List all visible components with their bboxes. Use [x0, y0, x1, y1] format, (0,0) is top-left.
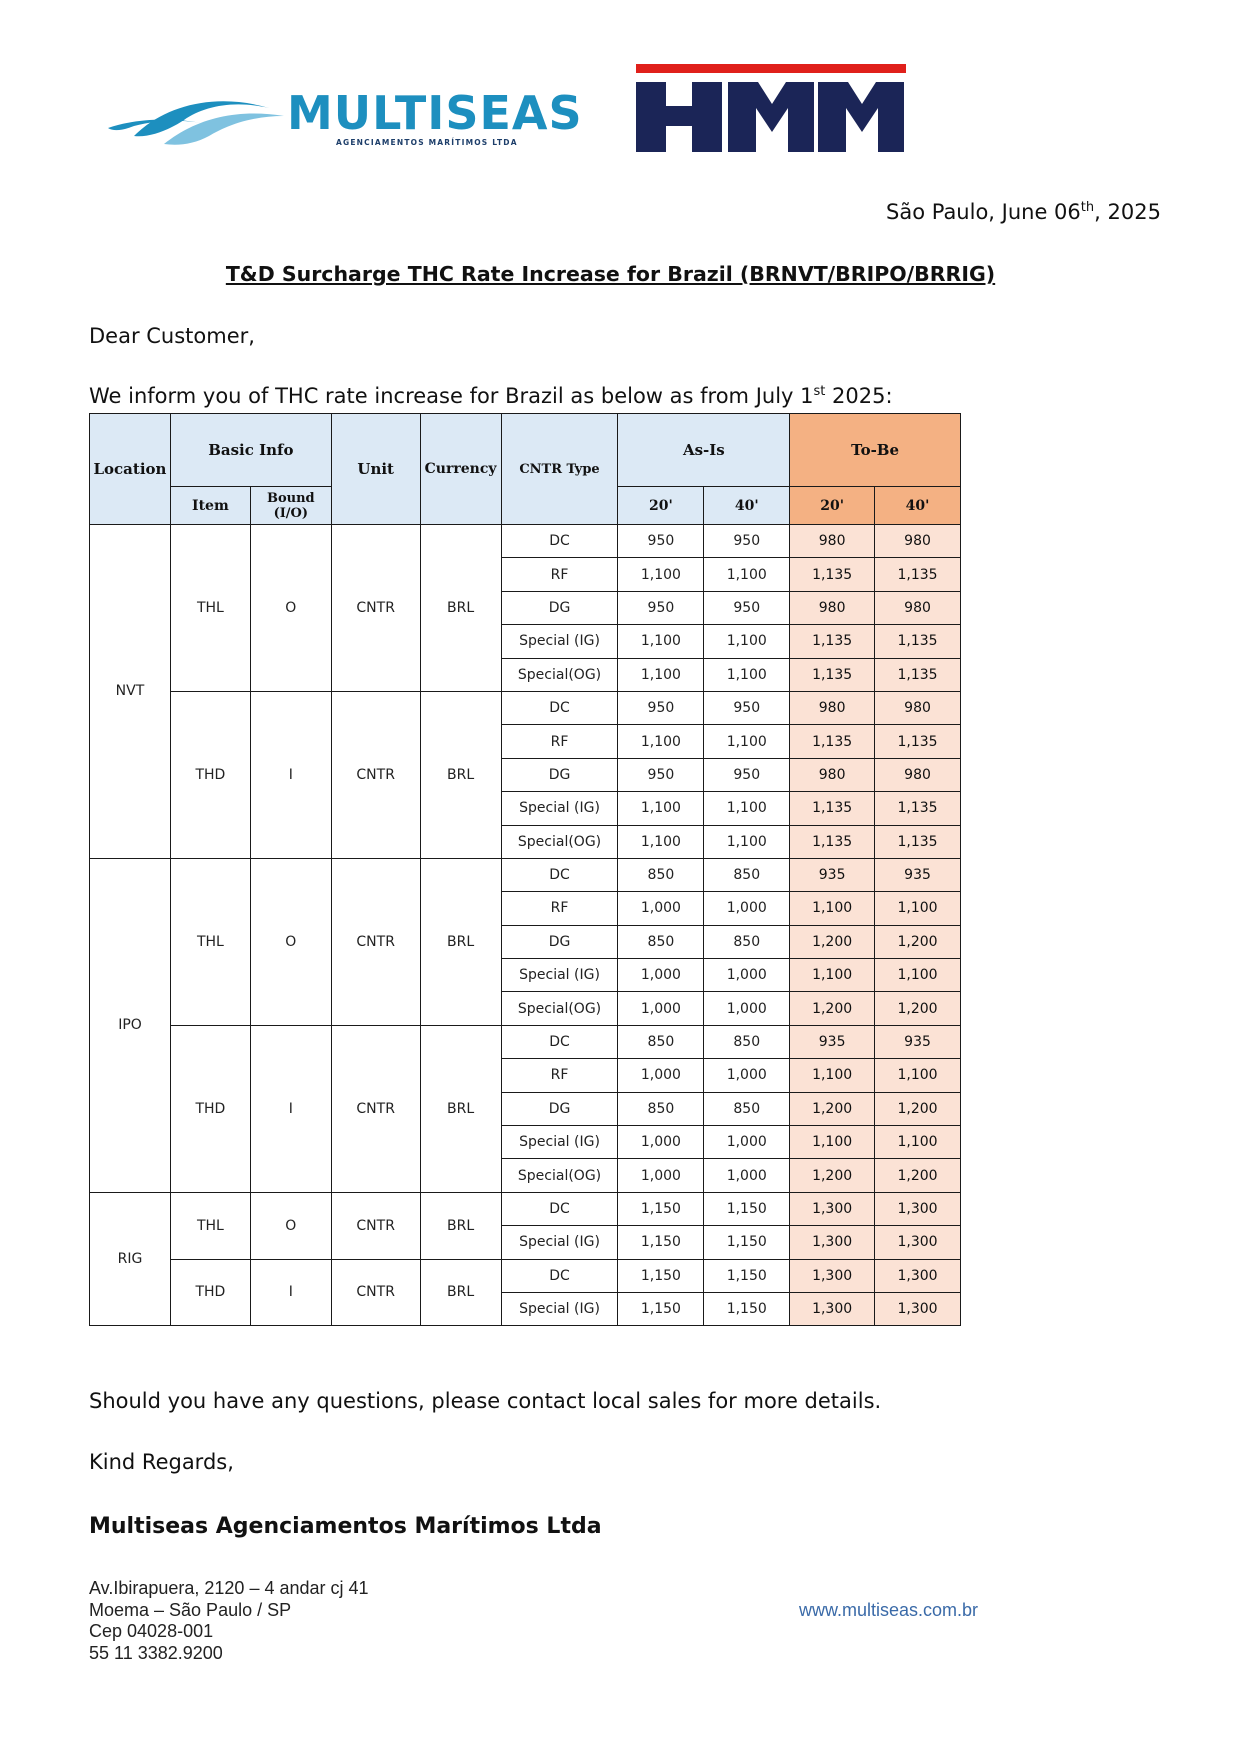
tobe-20-cell: 1,100 — [790, 892, 875, 925]
tobe-40-cell: 1,200 — [875, 1159, 961, 1192]
tobe-20-cell: 1,300 — [790, 1226, 875, 1259]
tobe-20-cell: 1,200 — [790, 1092, 875, 1125]
tobe-20-cell: 1,100 — [790, 1126, 875, 1159]
table-row — [90, 525, 961, 558]
bound-cell: I — [250, 691, 331, 858]
cntr-type-cell: DC — [501, 525, 618, 558]
asis-40-cell: 850 — [704, 1092, 790, 1125]
tobe-40-cell: 1,135 — [875, 825, 961, 858]
asis-20-cell: 1,150 — [618, 1192, 704, 1225]
asis-40-cell: 1,150 — [704, 1192, 790, 1225]
bound-cell: O — [250, 525, 331, 692]
intro-text: We inform you of THC rate increase for Brazil as below as from July 1st 2025: — [89, 384, 893, 408]
tobe-20-cell: 1,100 — [790, 1059, 875, 1092]
asis-20-cell: 850 — [618, 1092, 704, 1125]
item-cell: THL — [170, 858, 250, 1025]
unit-cell: CNTR — [331, 1192, 420, 1259]
bound-cell: I — [250, 1025, 331, 1192]
tobe-40-cell: 980 — [875, 758, 961, 791]
table-row — [90, 691, 961, 724]
currency-cell: BRL — [420, 1192, 501, 1259]
tobe-20-cell: 1,200 — [790, 925, 875, 958]
cntr-type-cell: Special(OG) — [501, 825, 618, 858]
tobe-40-cell: 1,300 — [875, 1292, 961, 1325]
asis-40-cell: 1,100 — [704, 558, 790, 591]
item-cell: THD — [170, 1025, 250, 1192]
cntr-type-cell: Special(OG) — [501, 1159, 618, 1192]
tobe-20-cell: 1,135 — [790, 658, 875, 691]
tobe-20-cell: 1,135 — [790, 725, 875, 758]
cntr-type-cell: DC — [501, 1259, 618, 1292]
address-line: Moema – São Paulo / SP — [89, 1599, 292, 1620]
asis-40-cell: 1,000 — [704, 1059, 790, 1092]
cntr-type-cell: DG — [501, 591, 618, 624]
cntr-type-cell: Special (IG) — [501, 1126, 618, 1159]
tobe-20-cell: 1,135 — [790, 625, 875, 658]
rates-table — [89, 413, 961, 1326]
item-cell: THD — [170, 1259, 250, 1326]
tobe-20-cell: 1,135 — [790, 825, 875, 858]
tobe-20-cell: 1,100 — [790, 959, 875, 992]
asis-20-cell: 1,100 — [618, 792, 704, 825]
tobe-40-cell: 1,135 — [875, 792, 961, 825]
asis-40-cell: 1,000 — [704, 892, 790, 925]
table-row — [90, 858, 961, 891]
tobe-40-cell: 1,135 — [875, 625, 961, 658]
rates-table-body — [90, 525, 961, 1326]
item-cell: THD — [170, 691, 250, 858]
asis-40-cell: 1,150 — [704, 1259, 790, 1292]
unit-cell: CNTR — [331, 525, 420, 692]
tobe-40-cell: 1,200 — [875, 1092, 961, 1125]
tobe-40-cell: 935 — [875, 858, 961, 891]
header-to-be: To-Be — [790, 414, 961, 487]
asis-20-cell: 950 — [618, 758, 704, 791]
tobe-40-cell: 980 — [875, 591, 961, 624]
asis-20-cell: 850 — [618, 858, 704, 891]
cntr-type-cell: RF — [501, 1059, 618, 1092]
hmm-logo-graphic — [636, 60, 906, 180]
asis-40-cell: 1,000 — [704, 1159, 790, 1192]
page-title: T&D Surcharge THC Rate Increase for Brazil (BRNVT/BRIPO/BRRIG) — [225, 262, 996, 286]
tobe-40-cell: 1,100 — [875, 1126, 961, 1159]
cntr-type-cell: Special (IG) — [501, 1226, 618, 1259]
tobe-40-cell: 980 — [875, 691, 961, 724]
currency-cell: BRL — [420, 1025, 501, 1192]
table-row — [90, 1259, 961, 1292]
header-asis-20: 20' — [618, 487, 704, 525]
asis-40-cell: 950 — [704, 691, 790, 724]
asis-40-cell: 1,000 — [704, 959, 790, 992]
header-as-is: As-Is — [618, 414, 790, 487]
asis-20-cell: 950 — [618, 525, 704, 558]
header-bound: Bound (I/O) — [250, 487, 331, 525]
cntr-type-cell: DG — [501, 758, 618, 791]
tobe-40-cell: 935 — [875, 1025, 961, 1058]
asis-40-cell: 850 — [704, 925, 790, 958]
header-item: Item — [170, 487, 250, 525]
asis-40-cell: 950 — [704, 758, 790, 791]
header-location: Location — [90, 414, 171, 525]
greeting: Dear Customer, — [89, 324, 255, 348]
tobe-40-cell: 1,300 — [875, 1192, 961, 1225]
tobe-40-cell: 1,200 — [875, 925, 961, 958]
asis-20-cell: 950 — [618, 591, 704, 624]
header-cntr-type: CNTR Type — [501, 414, 618, 525]
table-row — [90, 1192, 961, 1225]
asis-20-cell: 1,000 — [618, 992, 704, 1025]
company-address — [89, 1578, 369, 1664]
asis-20-cell: 850 — [618, 1025, 704, 1058]
multiseas-tagline: AGENCIAMENTOS MARÍTIMOS LTDA — [336, 138, 518, 147]
bound-cell: I — [250, 1259, 331, 1326]
currency-cell: BRL — [420, 1259, 501, 1326]
asis-20-cell: 1,000 — [618, 1126, 704, 1159]
asis-40-cell: 1,100 — [704, 825, 790, 858]
asis-20-cell: 1,100 — [618, 625, 704, 658]
asis-20-cell: 1,150 — [618, 1226, 704, 1259]
tobe-20-cell: 980 — [790, 691, 875, 724]
multiseas-logo — [104, 86, 583, 156]
asis-20-cell: 1,100 — [618, 658, 704, 691]
cntr-type-cell: Special (IG) — [501, 959, 618, 992]
address-line: Av.Ibirapuera, 2120 – 4 andar cj 41 — [89, 1578, 369, 1598]
unit-cell: CNTR — [331, 1259, 420, 1326]
tobe-40-cell: 1,135 — [875, 558, 961, 591]
unit-cell: CNTR — [331, 1025, 420, 1192]
asis-20-cell: 1,100 — [618, 825, 704, 858]
header-asis-40: 40' — [704, 487, 790, 525]
header-tobe-40: 40' — [875, 487, 961, 525]
tobe-20-cell: 1,135 — [790, 558, 875, 591]
tobe-40-cell: 1,135 — [875, 658, 961, 691]
tobe-40-cell: 1,200 — [875, 992, 961, 1025]
asis-20-cell: 1,000 — [618, 959, 704, 992]
cntr-type-cell: Special (IG) — [501, 625, 618, 658]
bound-cell: O — [250, 1192, 331, 1259]
asis-40-cell: 950 — [704, 525, 790, 558]
asis-40-cell: 1,000 — [704, 1126, 790, 1159]
asis-20-cell: 950 — [618, 691, 704, 724]
tobe-20-cell: 935 — [790, 858, 875, 891]
asis-40-cell: 1,100 — [704, 625, 790, 658]
cntr-type-cell: DG — [501, 1092, 618, 1125]
cntr-type-cell: RF — [501, 892, 618, 925]
tobe-20-cell: 1,135 — [790, 792, 875, 825]
asis-40-cell: 1,150 — [704, 1292, 790, 1325]
tobe-20-cell: 1,300 — [790, 1259, 875, 1292]
unit-cell: CNTR — [331, 691, 420, 858]
cntr-type-cell: RF — [501, 558, 618, 591]
currency-cell: BRL — [420, 858, 501, 1025]
asis-20-cell: 1,000 — [618, 892, 704, 925]
multiseas-wordmark: MULTISEAS — [287, 86, 583, 140]
table-row — [90, 1025, 961, 1058]
asis-40-cell: 1,000 — [704, 992, 790, 1025]
address-phone: 55 11 3382.9200 — [89, 1642, 223, 1663]
tobe-20-cell: 1,200 — [790, 1159, 875, 1192]
tobe-40-cell: 1,135 — [875, 725, 961, 758]
cntr-type-cell: DC — [501, 1025, 618, 1058]
asis-40-cell: 850 — [704, 1025, 790, 1058]
cntr-type-cell: DG — [501, 925, 618, 958]
company-name: Multiseas Agenciamentos Marítimos Ltda — [89, 1514, 602, 1539]
letter-date: São Paulo, June 06th, 2025 — [886, 200, 1161, 224]
tobe-20-cell: 1,300 — [790, 1292, 875, 1325]
tobe-20-cell: 1,200 — [790, 992, 875, 1025]
tobe-20-cell: 1,300 — [790, 1192, 875, 1225]
asis-40-cell: 850 — [704, 858, 790, 891]
location-cell: RIG — [90, 1192, 171, 1326]
hmm-logo — [636, 60, 906, 180]
tobe-40-cell: 1,100 — [875, 892, 961, 925]
location-cell: NVT — [90, 525, 171, 859]
tobe-20-cell: 980 — [790, 525, 875, 558]
asis-20-cell: 850 — [618, 925, 704, 958]
asis-20-cell: 1,100 — [618, 725, 704, 758]
currency-cell: BRL — [420, 525, 501, 692]
header-unit: Unit — [331, 414, 420, 525]
cntr-type-cell: Special (IG) — [501, 792, 618, 825]
asis-40-cell: 1,100 — [704, 725, 790, 758]
unit-cell: CNTR — [331, 858, 420, 1025]
header-tobe-20: 20' — [790, 487, 875, 525]
tobe-20-cell: 935 — [790, 1025, 875, 1058]
location-cell: IPO — [90, 858, 171, 1192]
asis-40-cell: 950 — [704, 591, 790, 624]
item-cell: THL — [170, 1192, 250, 1259]
asis-20-cell: 1,150 — [618, 1292, 704, 1325]
header-currency: Currency — [420, 414, 501, 525]
asis-40-cell: 1,150 — [704, 1226, 790, 1259]
regards-text: Kind Regards, — [89, 1450, 234, 1474]
wave-icon — [104, 86, 289, 152]
cntr-type-cell: DC — [501, 1192, 618, 1225]
currency-cell: BRL — [420, 691, 501, 858]
tobe-40-cell: 1,100 — [875, 959, 961, 992]
cntr-type-cell: DC — [501, 858, 618, 891]
header-basic-info: Basic Info — [170, 414, 331, 487]
tobe-40-cell: 980 — [875, 525, 961, 558]
website-link[interactable]: www.multiseas.com.br — [799, 1600, 979, 1620]
cntr-type-cell: Special (IG) — [501, 1292, 618, 1325]
cntr-type-cell: RF — [501, 725, 618, 758]
tobe-40-cell: 1,300 — [875, 1259, 961, 1292]
tobe-40-cell: 1,300 — [875, 1226, 961, 1259]
asis-20-cell: 1,000 — [618, 1059, 704, 1092]
tobe-20-cell: 980 — [790, 758, 875, 791]
address-line: Cep 04028-001 — [89, 1621, 214, 1641]
asis-40-cell: 1,100 — [704, 792, 790, 825]
asis-20-cell: 1,000 — [618, 1159, 704, 1192]
bound-cell: O — [250, 858, 331, 1025]
asis-20-cell: 1,150 — [618, 1259, 704, 1292]
item-cell: THL — [170, 525, 250, 692]
tobe-20-cell: 980 — [790, 591, 875, 624]
cntr-type-cell: Special(OG) — [501, 658, 618, 691]
asis-40-cell: 1,100 — [704, 658, 790, 691]
cntr-type-cell: Special(OG) — [501, 992, 618, 1025]
tobe-40-cell: 1,100 — [875, 1059, 961, 1092]
cntr-type-cell: DC — [501, 691, 618, 724]
closing-text: Should you have any questions, please contact local sales for more details. — [89, 1389, 882, 1413]
asis-20-cell: 1,100 — [618, 558, 704, 591]
